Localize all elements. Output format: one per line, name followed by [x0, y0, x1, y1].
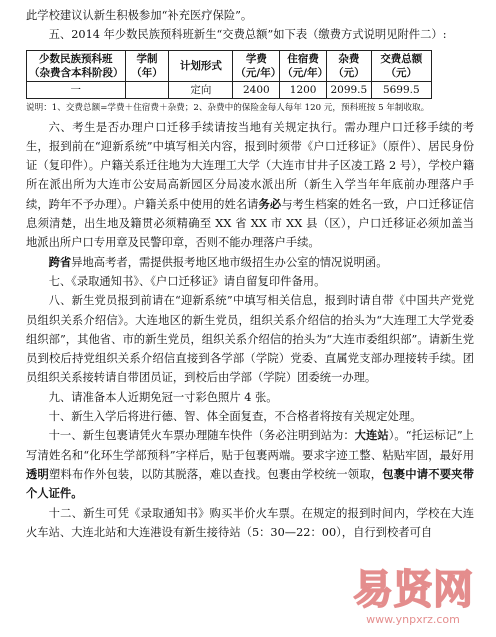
- para-train: 十二、新生可凭《录取通知书》购买半价火车票。在规定的报到时间内，学校在大连火车站、大连北站和大连港设有新生接待站（5：30—22：00），自行到校者可自: [26, 506, 474, 539]
- table-header: 学费 （元/年）: [233, 50, 280, 81]
- parcel-station: 大连站: [354, 428, 389, 443]
- parcel-text-d: 塑料布作外包装，以防其脱落，难以查找。包裹由学校统一领取，: [48, 467, 383, 481]
- table-cell: 一: [27, 81, 126, 98]
- table-header: 计划形式: [169, 50, 233, 81]
- watermark-text: 易贤网: [353, 567, 473, 613]
- document-page: [26, 6, 474, 542]
- watermark-logo: [338, 559, 488, 629]
- table-header: 杂费 （元）: [327, 50, 372, 81]
- table-row: [27, 81, 432, 98]
- table-header: 交费总额 （元）: [371, 50, 431, 81]
- para-hukou: [26, 118, 474, 253]
- parcel-transparent: 透明: [26, 466, 49, 481]
- watermark-url: www.ynpxrz.com: [366, 613, 460, 626]
- table-header-row: [27, 50, 432, 81]
- table-header: 住宿费 （元/年）: [280, 50, 327, 81]
- table-header: 学制 （年）: [125, 50, 169, 81]
- parcel-warning: 包裹中请不要夹带个人证件。: [26, 466, 474, 501]
- hukou-text-rest: 与考生档案的姓名一致，户口迁移证信息须清楚，出生地及籍贯必须精确至 XX 省 XX 市 XX 县（区），户口迁移证必须加盖当地派出所户口专用章及民警印章，否则不能办理落户手续。: [26, 197, 474, 250]
- parcel-text-c: ）。“托运标记”上写清姓名和“化环生学部预科”字样后，贴于包裹两端。要求字迹工整、粘贴牢固，最好用: [26, 429, 474, 462]
- para-fee-intro: 五、2014 年少数民族预科班新生“交费总额”如下表（缴费方式说明见附件二）:: [48, 28, 447, 42]
- para-party: 八、新生党员报到前请在“迎新系统”中填写相关信息，报到时请自带《中国共产党党员组织关系介绍信》。大连地区的新生党员，组织关系介绍信的抬头为“大连理工大学党委组织部”，其他省、市的新生党员，组织关系介绍信的抬头为“大连市委组织部”。请新生党员到校后持党组织关系介绍信直接到各学部（学院）党委、直属党支部办理接转手续。团员组织关系接转请自带团员证，到校后由学部（学院）团委统一办理。: [26, 294, 474, 385]
- table-cell: 1200: [280, 81, 327, 98]
- table-cell: 5699.5: [371, 81, 431, 98]
- para-recheck: 十、新生入学后将进行德、智、体全面复查，不合格者将按有关规定处理。: [48, 410, 422, 424]
- para-cross-province: [26, 253, 474, 272]
- hukou-text: 六、考生是否办理户口迁移手续请按当地有关规定执行。需办理户口迁移手续的考生，报到前在“迎新系统”中填写相关内容，报到时须带《户口迁移证》（原件）、居民身份证（复印件）。户籍关系迁往地为大连理工大学（大连市甘井子区凌工路 2 号），学校户籍所在派出所为大连市公安局高新园区分局凌水派出所（新生入学当年年底前办理落户手续，跨年不予办理）。户籍关系中使用的姓名请: [26, 120, 474, 211]
- parcel-text-a: 十一、新生包裹请凭火车票办理随车快件（务必注明到站为：: [48, 429, 355, 443]
- table-header: 少数民族预科班 （杂费含本科阶段）: [27, 50, 126, 81]
- table-cell: 2400: [233, 81, 280, 98]
- para-parcel: [26, 426, 474, 503]
- para-copies: 七、《录取通知书》、《户口迁移证》请自留复印件备用。: [48, 274, 326, 288]
- cross-province-emphasis: 跨省: [48, 254, 72, 269]
- table-cell: 定向: [169, 81, 233, 98]
- table-cell: 2099.5: [327, 81, 372, 98]
- table-note: 说明：1、交费总额=学费＋住宿费＋杂费；2、杂费中的保险金每人每年 120 元，预科班按 5 年制收取。: [26, 102, 430, 113]
- para-insurance: 此学校建议认新生积极参加“补充医疗保险”。: [26, 9, 253, 22]
- para-photos: 九、请准备本人近期免冠一寸彩色照片 4 张。: [48, 390, 278, 404]
- table-cell: [125, 81, 169, 98]
- fee-table: [26, 50, 432, 99]
- cross-province-text: 异地高考者，需提供报考地区地市级招生办公室的情况说明函。: [71, 255, 388, 269]
- hukou-emphasis: 务必: [258, 196, 282, 211]
